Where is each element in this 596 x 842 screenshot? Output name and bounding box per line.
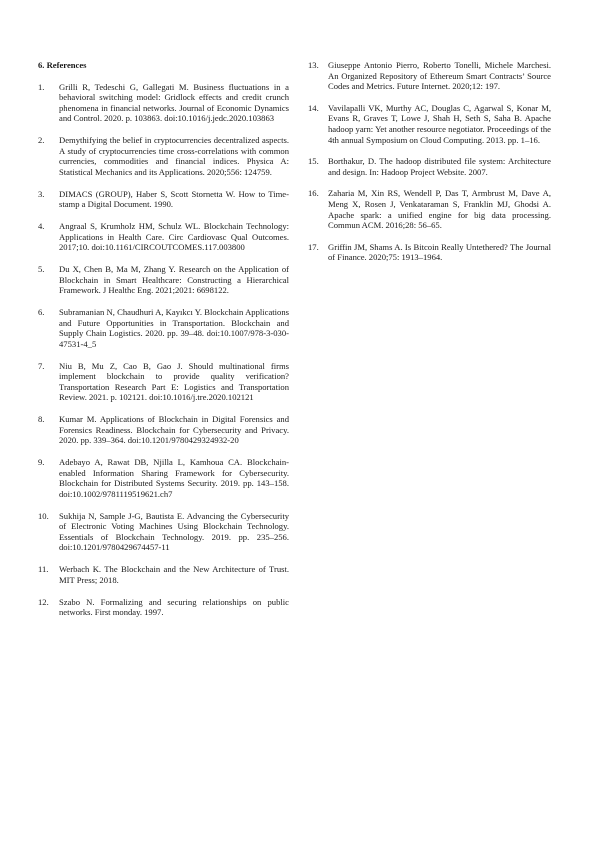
reference-text: Angraal S, Krumholz HM, Schulz WL. Blockchain Technology: Applications in Health Care. Circ Cardiovasc Qual Outcomes. 2017;10. doi:10.1161/CIRCOUTCOMES.117.003800 (59, 221, 289, 253)
reference-item-14 (308, 103, 551, 145)
right-column (308, 60, 551, 274)
reference-text: Adebayo A, Rawat DB, Njilla L, Kamhoua CA. Blockchain‐enabled Information Sharing Framework for Cybersecurity. Blockchain for Distributed Systems Security. 2019. pp. 143–158. doi:10.1002/9781119519621.ch7 (59, 457, 289, 499)
reference-number: 12. (38, 596, 49, 607)
reference-number: 4. (38, 221, 45, 232)
reference-text: DIMACS (GROUP), Haber S, Scott Stornetta W. How to Time-stamp a Digital Document. 1990. (59, 188, 289, 210)
reference-text: Grilli R, Tedeschi G, Gallegati M. Business fluctuations in a behavioral switching model: Gridlock effects and credit crunch phenomena in financial networks. Journal of Economic Dynamics and Control. 2020. p. 103863. doi:10.1016/j.jedc.2020.103863 (59, 81, 289, 124)
left-column (38, 60, 289, 629)
reference-item-15 (308, 156, 551, 177)
reference-text: Szabo N. Formalizing and securing relationships on public networks. First monday. 1997. (59, 596, 289, 618)
reference-text: Borthakur, D. The hadoop distributed file system: Architecture and design. In: Hadoop Project Website. 2007. (328, 156, 551, 177)
reference-text: Kumar M. Applications of Blockchain in Digital Forensics and Forensics Readiness. Blockchain for Cybersecurity and Privacy. 2020. pp. 339–364. doi:10.1201/9780429324932-20 (59, 414, 289, 446)
reference-item-9 (38, 457, 289, 499)
reference-text: Niu B, Mu Z, Cao B, Gao J. Should multinational firms implement blockchain to provide quality verification? Transportation Research Part E: Logistics and Transportation Review. 2021. p. 102121. doi:10.1016/j.tre.2020.102121 (59, 360, 289, 403)
reference-item-16 (308, 188, 551, 230)
reference-number: 2. (38, 135, 45, 146)
reference-list-left (38, 82, 289, 618)
reference-item-8 (38, 414, 289, 446)
reference-text: Griffin JM, Shams A. Is Bitcoin Really Untethered? The Journal of Finance. 2020;75: 1913–1964. (328, 241, 551, 263)
reference-number: 6. (38, 307, 45, 318)
reference-list-right (308, 60, 551, 263)
reference-item-10 (38, 511, 289, 553)
reference-text: Giuseppe Antonio Pierro, Roberto Tonelli, Michele Marchesi. An Organized Repository of Ethereum Smart Contracts’ Source Codes and Metrics. Future Internet. 2020;12: 197. (328, 60, 551, 92)
reference-text: Du X, Chen B, Ma M, Zhang Y. Research on the Application of Blockchain in Smart Healthcare: Constructing a Hierarchical Framework. J Healthc Eng. 2021;2021: 6698122. (59, 264, 289, 296)
reference-item-2 (38, 135, 289, 177)
reference-number: 16. (308, 188, 319, 199)
reference-number: 7. (38, 360, 45, 371)
reference-text: Vavilapalli VK, Murthy AC, Douglas C, Agarwal S, Konar M, Evans R, Graves T, Lowe J, Shah H, Seth S, Saha B. Apache hadoop yarn: Yet another resource negotiator. Proceedings of the 4th annual Symposium on Cloud Computing. 2013. pp. 1–16. (328, 102, 551, 145)
reference-item-12 (38, 597, 289, 618)
reference-number: 9. (38, 457, 45, 468)
section-heading: 6. References (38, 60, 87, 70)
reference-number: 10. (38, 510, 49, 521)
reference-item-13 (308, 60, 551, 92)
reference-text: Sukhija N, Sample J-G, Bautista E. Advancing the Cybersecurity of Electronic Voting Machines Using Blockchain Technology. Essentials of Blockchain Technology. 2019. pp. 235–256. doi:10.1201/9780429674457-11 (59, 510, 289, 553)
reference-text: Werbach K. The Blockchain and the New Architecture of Trust. MIT Press; 2018. (59, 564, 289, 585)
reference-number: 14. (308, 102, 319, 113)
reference-number: 8. (38, 414, 45, 425)
reference-text: Subramanian N, Chaudhuri A, Kayıkcı Y. Blockchain Applications and Future Opportunities in Transportation. Blockchain and Supply Chain Logistics. 2020. pp. 39–48. doi:10.1007/978-3-030-47531-4_5 (59, 307, 289, 349)
reference-item-3 (38, 189, 289, 210)
reference-number: 5. (38, 264, 45, 275)
reference-item-7 (38, 361, 289, 403)
reference-item-1 (38, 82, 289, 124)
reference-item-6 (38, 307, 289, 349)
reference-number: 15. (308, 156, 319, 167)
reference-number: 13. (308, 60, 319, 70)
reference-text: Zaharia M, Xin RS, Wendell P, Das T, Armbrust M, Dave A, Meng X, Rosen J, Venkataraman S, Franklin MJ, Ghodsi A. Apache spark: a unified engine for big data processing. Commun ACM. 2016;28: 56–65. (328, 188, 551, 231)
reference-item-17 (308, 242, 551, 263)
reference-number: 11. (38, 564, 49, 575)
reference-number: 17. (308, 241, 319, 252)
reference-item-11 (38, 564, 289, 585)
reference-number: 3. (38, 188, 45, 199)
reference-text: Demythifying the belief in cryptocurrencies decentralized aspects. A study of cryptocurrencies time cross-correlations with common currencies, commodities and financial indices. Physica A: Statistical Mechanics and its Applications. 2020;556: 124759. (59, 135, 289, 177)
reference-number: 1. (38, 81, 45, 92)
reference-item-4 (38, 221, 289, 253)
reference-item-5 (38, 264, 289, 296)
